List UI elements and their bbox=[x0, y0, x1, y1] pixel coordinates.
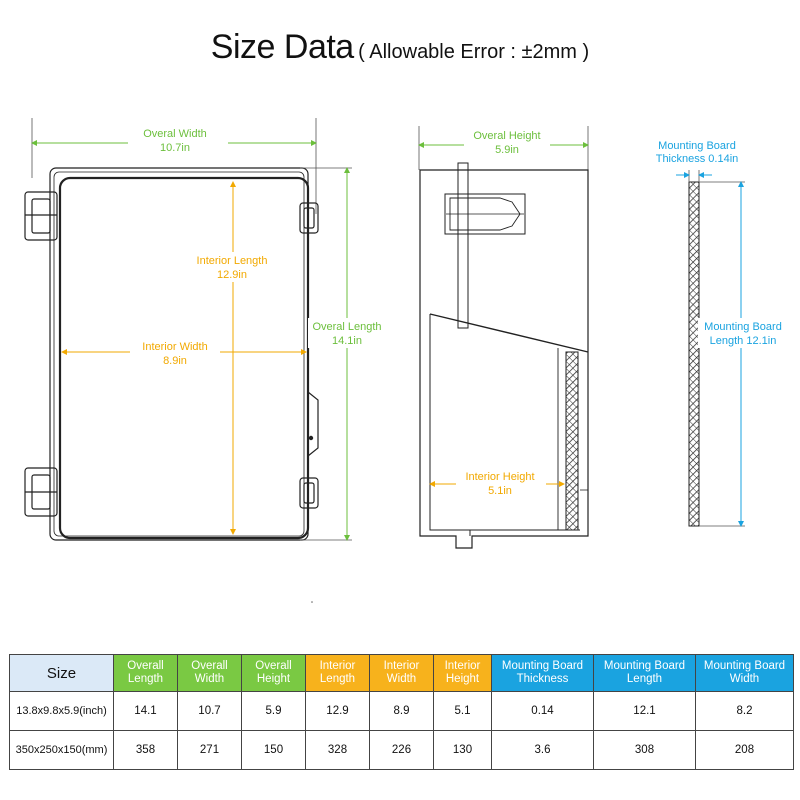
overal-height-label: Overal Height bbox=[473, 130, 541, 142]
interior-width-label: Interior Width bbox=[142, 341, 208, 353]
table-cell: 358 bbox=[114, 731, 178, 770]
board-thickness-value: Thickness 0.14in bbox=[655, 153, 739, 165]
hinge-bottom bbox=[25, 468, 57, 516]
overal-height-value: 5.9in bbox=[495, 144, 519, 156]
interior-height-value: 5.1in bbox=[488, 485, 512, 497]
table-cell: 12.9 bbox=[306, 692, 370, 731]
table-header-row bbox=[10, 655, 794, 692]
header-interior-length: Interior Length bbox=[306, 655, 370, 692]
interior-width-value: 8.9in bbox=[163, 355, 187, 367]
table-cell: 8.9 bbox=[370, 692, 434, 731]
header-board-thickness: Mounting Board Thickness bbox=[492, 655, 594, 692]
table-cell: 130 bbox=[434, 731, 492, 770]
board-length-label: Mounting Board bbox=[704, 321, 782, 333]
row-label-inch: 13.8x9.8x5.9(inch) bbox=[10, 692, 114, 731]
table-cell: 226 bbox=[370, 731, 434, 770]
table-cell: 308 bbox=[594, 731, 696, 770]
overal-width-value: 10.7in bbox=[160, 142, 190, 154]
table-cell: 5.9 bbox=[242, 692, 306, 731]
size-header: Size bbox=[10, 655, 114, 692]
mounting-board bbox=[689, 182, 699, 526]
side-mounting-board bbox=[566, 352, 578, 530]
table-cell: 8.2 bbox=[696, 692, 794, 731]
table-cell: 328 bbox=[306, 731, 370, 770]
overal-length-value: 14.1in bbox=[332, 335, 362, 347]
table-cell: 3.6 bbox=[492, 731, 594, 770]
header-overall-length: Overall Length bbox=[114, 655, 178, 692]
table-cell: 12.1 bbox=[594, 692, 696, 731]
table-row bbox=[10, 731, 794, 770]
row-label-mm: 350x250x150(mm) bbox=[10, 731, 114, 770]
hinge-top bbox=[25, 192, 57, 240]
table-cell: 271 bbox=[178, 731, 242, 770]
size-table bbox=[9, 654, 794, 770]
table-cell: 150 bbox=[242, 731, 306, 770]
table-cell: 5.1 bbox=[434, 692, 492, 731]
header-board-length: Mounting Board Length bbox=[594, 655, 696, 692]
table-cell: 208 bbox=[696, 731, 794, 770]
title-main: Size Data bbox=[210, 28, 354, 66]
table-cell: 10.7 bbox=[178, 692, 242, 731]
board-thickness-label: Mounting Board bbox=[658, 140, 736, 152]
interior-length-value: 12.9in bbox=[217, 269, 247, 281]
board-length-value: Length 12.1in bbox=[709, 335, 777, 347]
overal-length-label: Overal Length bbox=[312, 321, 382, 333]
table-cell: 14.1 bbox=[114, 692, 178, 731]
interior-height-label: Interior Height bbox=[465, 471, 535, 483]
header-interior-height: Interior Height bbox=[434, 655, 492, 692]
interior-length-label: Interior Length bbox=[196, 255, 268, 267]
overal-width-label: Overal Width bbox=[143, 128, 207, 140]
table-cell: 0.14 bbox=[492, 692, 594, 731]
header-overall-width: Overall Width bbox=[178, 655, 242, 692]
table-row bbox=[10, 692, 794, 731]
header-board-width: Mounting Board Width bbox=[696, 655, 794, 692]
header-interior-width: Interior Width bbox=[370, 655, 434, 692]
header-overall-height: Overall Height bbox=[242, 655, 306, 692]
title-subtitle: ( Allowable Error : ±2mm ) bbox=[358, 41, 590, 63]
side-tab bbox=[308, 392, 318, 456]
